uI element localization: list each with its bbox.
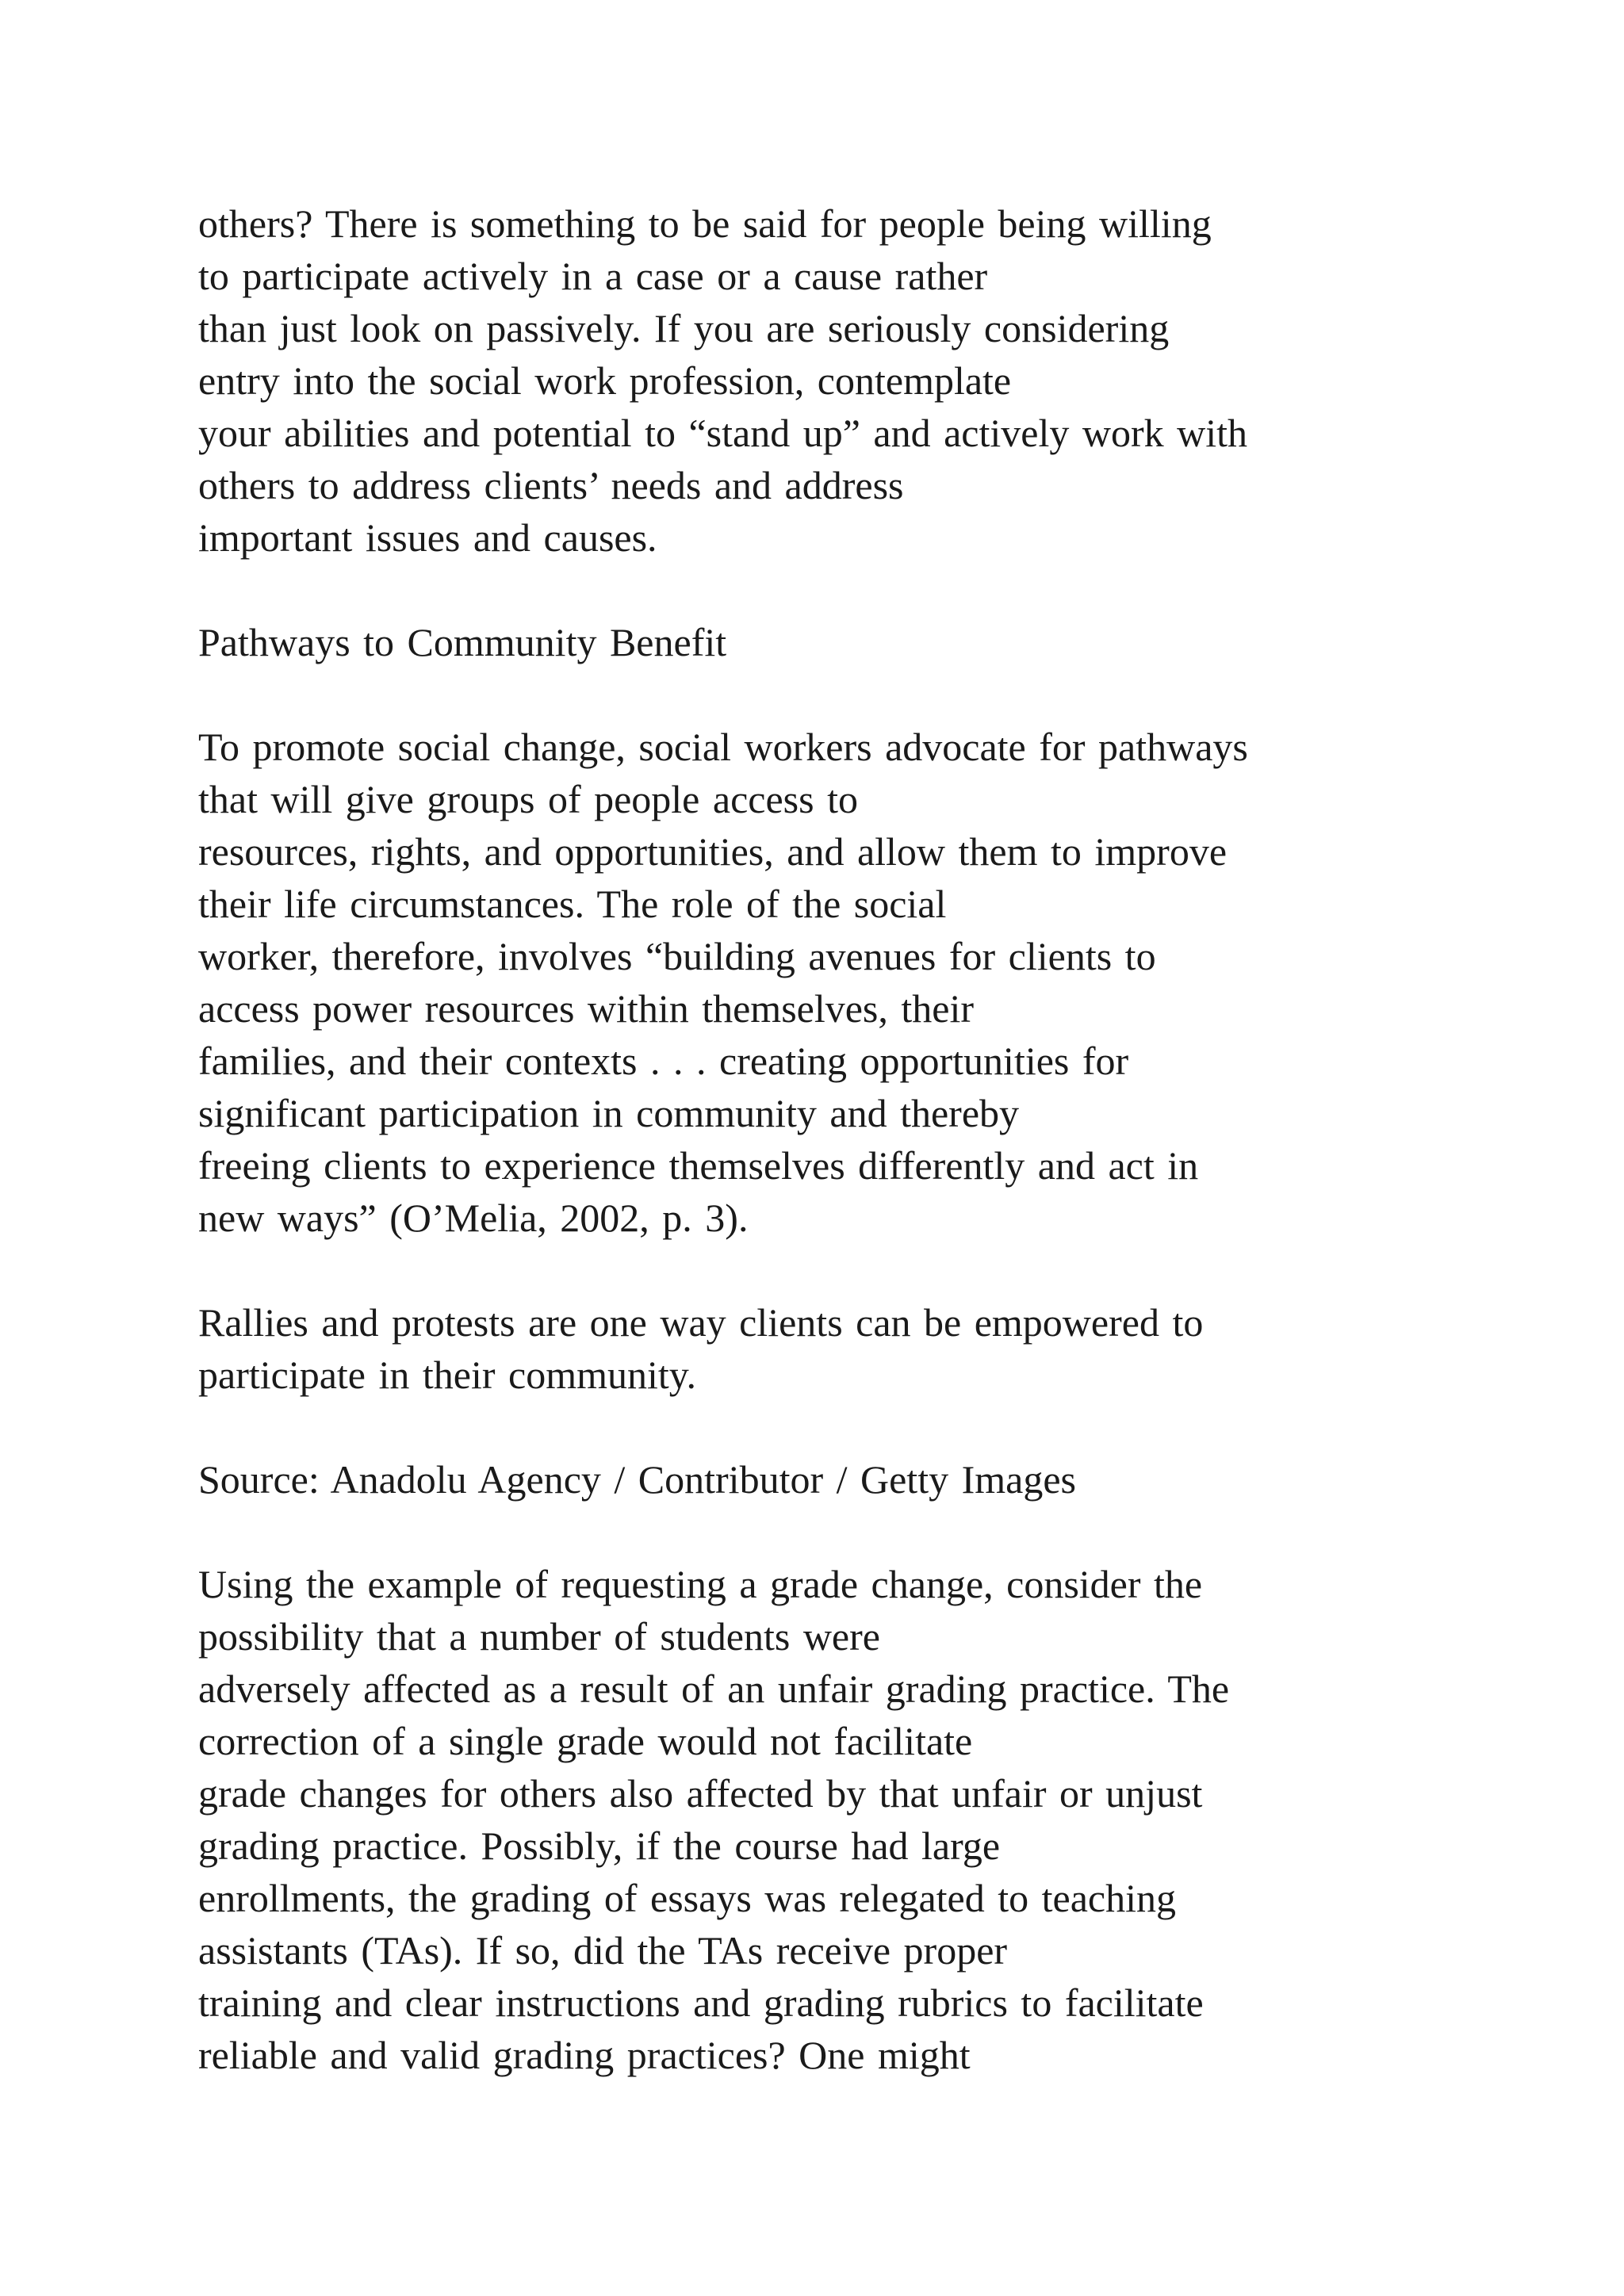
- paragraph-1-line-6: others to address clients’ needs and address: [198, 463, 904, 507]
- paragraph-1-line-2: to participate actively in a case or a cause rather: [198, 254, 988, 298]
- paragraph-2-line-9: freeing clients to experience themselves differently and act in: [198, 1143, 1199, 1188]
- paragraph-3-line-5: grade changes for others also affected by that unfair or unjust: [198, 1771, 1203, 1816]
- paragraph-1-line-4: entry into the social work profession, contemplate: [198, 358, 1012, 403]
- paragraph-2-line-7: families, and their contexts . . . creating opportunities for: [198, 1039, 1129, 1083]
- paragraph-1-line-1: others? There is something to be said for people being willing: [198, 201, 1212, 246]
- caption-line-2: participate in their community.: [198, 1353, 697, 1397]
- image-source-credit: Source: Anadolu Agency / Contributor / Getty Images: [198, 1457, 1076, 1502]
- paragraph-2-line-1: To promote social change, social workers advocate for pathways: [198, 725, 1248, 769]
- paragraph-3-line-7: enrollments, the grading of essays was relegated to teaching: [198, 1876, 1177, 1920]
- paragraph-3-line-6: grading practice. Possibly, if the course had large: [198, 1823, 1001, 1868]
- caption-line-1: Rallies and protests are one way clients can be empowered to: [198, 1300, 1204, 1345]
- paragraph-3-line-3: adversely affected as a result of an unfair grading practice. The: [198, 1667, 1230, 1711]
- paragraph-2-line-10: new ways” (O’Melia, 2002, p. 3).: [198, 1196, 749, 1240]
- paragraph-2-line-4: their life circumstances. The role of the social: [198, 882, 947, 926]
- paragraph-3-line-8: assistants (TAs). If so, did the TAs receive proper: [198, 1928, 1008, 1973]
- paragraph-1-line-7: important issues and causes.: [198, 515, 657, 560]
- paragraph-1-line-5: your abilities and potential to “stand up” and actively work with: [198, 411, 1248, 455]
- paragraph-2-line-8: significant participation in community and thereby: [198, 1091, 1020, 1135]
- paragraph-3-line-2: possibility that a number of students were: [198, 1614, 880, 1659]
- paragraph-3-line-1: Using the example of requesting a grade change, consider the: [198, 1562, 1203, 1606]
- paragraph-2-line-6: access power resources within themselves, their: [198, 986, 975, 1031]
- paragraph-3-line-4: correction of a single grade would not facilitate: [198, 1719, 973, 1763]
- paragraph-1-line-3: than just look on passively. If you are seriously considering: [198, 306, 1170, 350]
- paragraph-3-line-10: reliable and valid grading practices? One might: [198, 2033, 971, 2077]
- section-heading: Pathways to Community Benefit: [198, 620, 727, 664]
- paragraph-2-line-5: worker, therefore, involves “building avenues for clients to: [198, 934, 1156, 978]
- paragraph-3-line-9: training and clear instructions and grading rubrics to facilitate: [198, 1980, 1204, 2025]
- paragraph-2-line-3: resources, rights, and opportunities, and allow them to improve: [198, 829, 1228, 874]
- paragraph-2-line-2: that will give groups of people access to: [198, 777, 858, 821]
